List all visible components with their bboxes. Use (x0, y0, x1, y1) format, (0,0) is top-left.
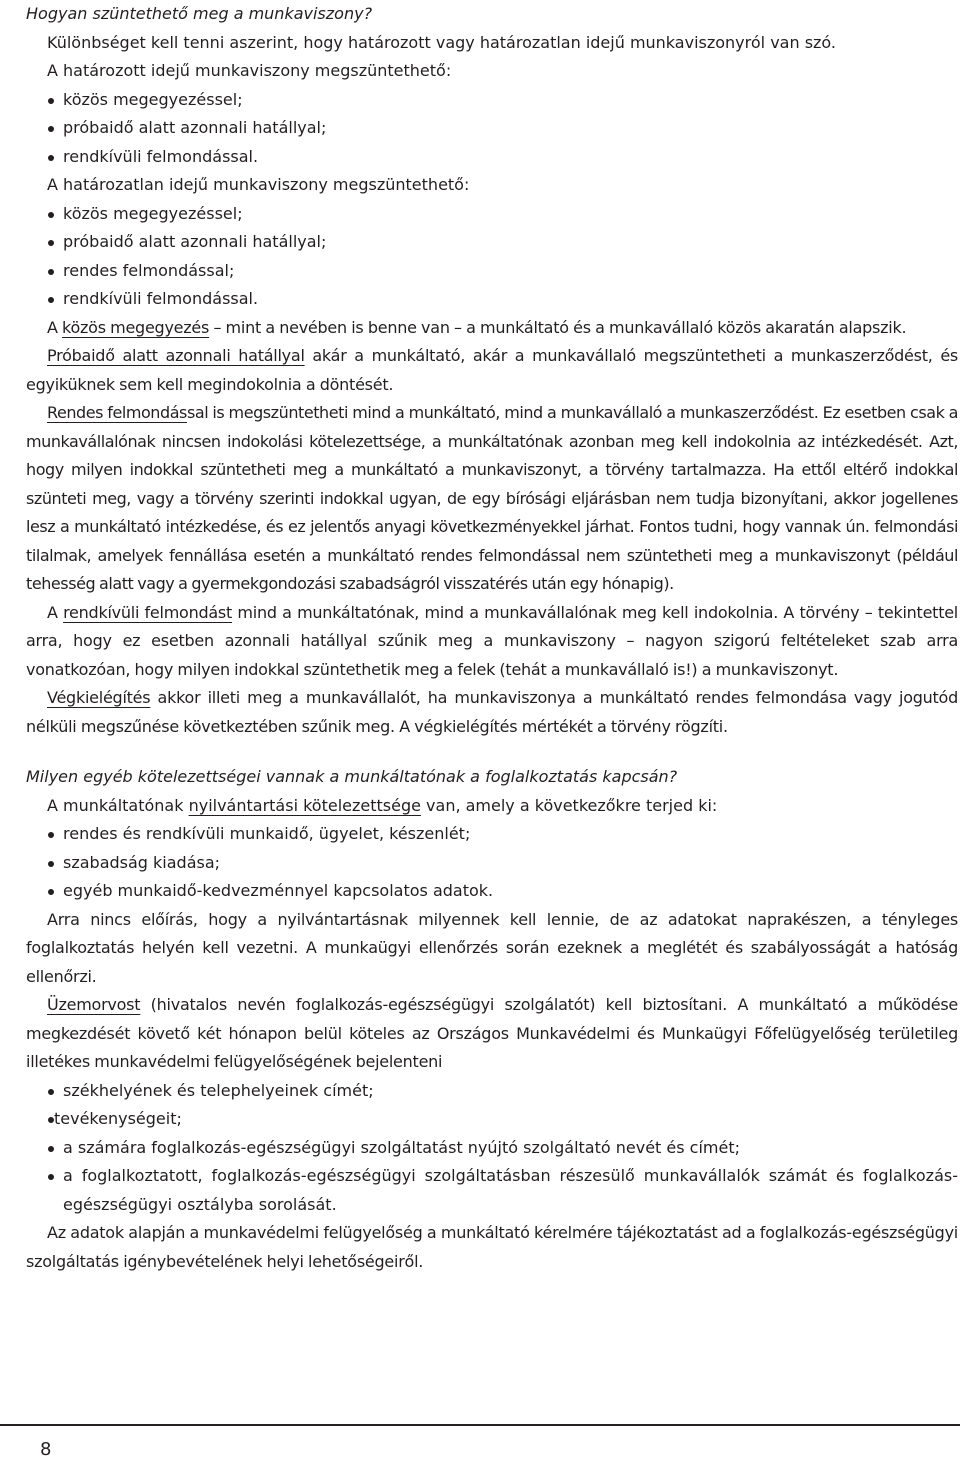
notification-list (26, 1077, 958, 1220)
occupational-doctor-paragraph: Üzemorvost (hivatalos nevén foglalkozás-egészségügyi szolgálatót) kell biztosítani. A munkáltató a működése megkezdését követő két hónapon belül köteles az Országos Munkavédelmi és Munkaügyi Főfelügyelőség területileg illetékes munkavédelmi felügyelőségének bejelenteni (26, 995, 958, 1071)
indefinite-list (26, 200, 958, 314)
list-item: egyéb munkaidő-kedvezménnyel kapcsolatos adatok. (26, 877, 958, 906)
page-number: 8 (40, 1439, 52, 1460)
list-item: rendkívüli felmondással. (26, 143, 958, 172)
closing-paragraph: Az adatok alapján a munkavédelmi felügyelőség a munkáltató kérelmére tájékoztatást ad a foglalkozás-egészségügyi szolgáltatás igénybevételének helyi lehetőségeiről. (26, 1223, 958, 1271)
mutual-agreement-paragraph: A közös megegyezés – mint a nevében is benne van – a munkáltató és a munkavállaló közös akaratán alapszik. (47, 317, 907, 337)
extraordinary-termination-paragraph: A rendkívüli felmondást mind a munkáltatónak, mind a munkavállalónak meg kell indokolnia. A törvény – tekintettel arra, hogy ez esetben azonnali hatállyal szűnik meg a munkaviszony – nagyon szigorú feltételeket szab arra vonatkozóan, hogy milyen indokkal szüntethetik meg a felek (tehát a munkavállaló is!) a munkaviszonyt. (26, 602, 959, 679)
indefinite-heading: A határozatlan idejű munkaviszony megszüntethető: (47, 175, 470, 194)
section-termination (26, 0, 958, 741)
records-note-paragraph: Arra nincs előírás, hogy a nyilvántartásnak milyennek kell lennie, de az adatokat naprakészen, a tényleges foglalkoztatás helyén kell vezetni. A munkaügyi ellenőrzés során ezeknek a meglétét és szabályosságát a hatóság ellenőrzi. (26, 909, 958, 986)
term-severance: Végkielégítés (47, 688, 151, 707)
intro-paragraph: Különbséget kell tenni aszerint, hogy határozott vagy határozatlan idejű munkaviszonyról van szó. (47, 32, 837, 52)
list-item: próbaidő alatt azonnali hatállyal; (26, 228, 958, 257)
list-item: próbaidő alatt azonnali hatállyal; (26, 114, 958, 143)
term-ordinary-termination: Rendes felmondás (47, 403, 187, 422)
document-page (26, 0, 958, 1276)
records-list (26, 820, 958, 906)
list-item: a számára foglalkozás-egészségügyi szolgáltatást nyújtó szolgáltató nevét és címét; (26, 1134, 958, 1163)
term-extraordinary-termination: rendkívüli felmondást (63, 602, 233, 622)
section-obligations (26, 763, 958, 1276)
term-probation: Próbaidő alatt azonnali hatállyal (47, 346, 305, 365)
fixed-term-heading: A határozott idejű munkaviszony megszüntethető: (47, 61, 452, 80)
term-mutual-agreement: közös megegyezés (62, 317, 210, 337)
records-paragraph: A munkáltatónak nyilvántartási kötelezettsége van, amely a következőkre terjed ki: (47, 795, 718, 815)
list-item: tevékenységeit; (26, 1105, 958, 1134)
list-item: a foglalkoztatott, foglalkozás-egészségügyi szolgáltatásban részesülő munkavállalók számát és foglalkozás-egészségügyi osztályba sorolását. (26, 1162, 958, 1219)
list-item: közös megegyezéssel; (26, 86, 958, 115)
section-title: Hogyan szüntethető meg a munkaviszony? (26, 4, 373, 23)
list-item: szabadság kiadása; (26, 849, 958, 878)
list-item: székhelyének és telephelyeinek címét; (26, 1077, 958, 1106)
severance-paragraph: Végkielégítés akkor illeti meg a munkavállalót, ha munkaviszonya a munkáltató rendes felmondása vagy jogutód nélküli megszűnése következtében szűnik meg. A végkielégítés mértékét a törvény rögzíti. (26, 688, 958, 736)
term-occupational-doctor: Üzemorvost (47, 995, 141, 1014)
list-item: rendes és rendkívüli munkaidő, ügyelet, készenlét; (26, 820, 958, 849)
probation-paragraph: Próbaidő alatt azonnali hatállyal akár a munkáltató, akár a munkavállaló megszüntetheti a munkaszerződést, és egyiküknek sem kell megindokolnia a döntését. (26, 346, 958, 394)
ordinary-termination-paragraph: Rendes felmondással is megszüntetheti mind a munkáltató, mind a munkavállaló a munkaszerződést. Ez esetben csak a munkavállalónak nincsen indokolási kötelezettsége, a munkáltatónak azonban meg kell indokolnia az intézkedését. Azt, hogy milyen indokkal szüntetheti meg a munkáltató a munkaviszonyt, a törvény tartalmazza. Ha ettől eltérő indokkal szünteti meg, vagy a törvény szerinti indokkal ugyan, de egy bírósági eljárásban nem tudja bizonyítani, akkor jogellenes lesz a munkáltató intézkedése, és ez jelentős anyagi következményekkel járhat. Fontos tudni, hogy vannak ún. felmondási tilalmak, amelyek fennállása esetén a munkáltató rendes felmondással nem szüntetheti meg a munkaviszonyt (például tehesség alatt vagy a gyermekgondozási szabadságról visszatérés után egy hónapig). (26, 403, 958, 593)
footer-rule (0, 1424, 960, 1426)
fixed-term-list (26, 86, 958, 172)
list-item: közös megegyezéssel; (26, 200, 958, 229)
list-item: rendes felmondással; (26, 257, 958, 286)
section-title: Milyen egyéb kötelezettségei vannak a munkáltatónak a foglalkoztatás kapcsán? (26, 767, 678, 786)
term-records-obligation: nyilvántartási kötelezettsége (188, 795, 421, 815)
list-item: rendkívüli felmondással. (26, 285, 958, 314)
